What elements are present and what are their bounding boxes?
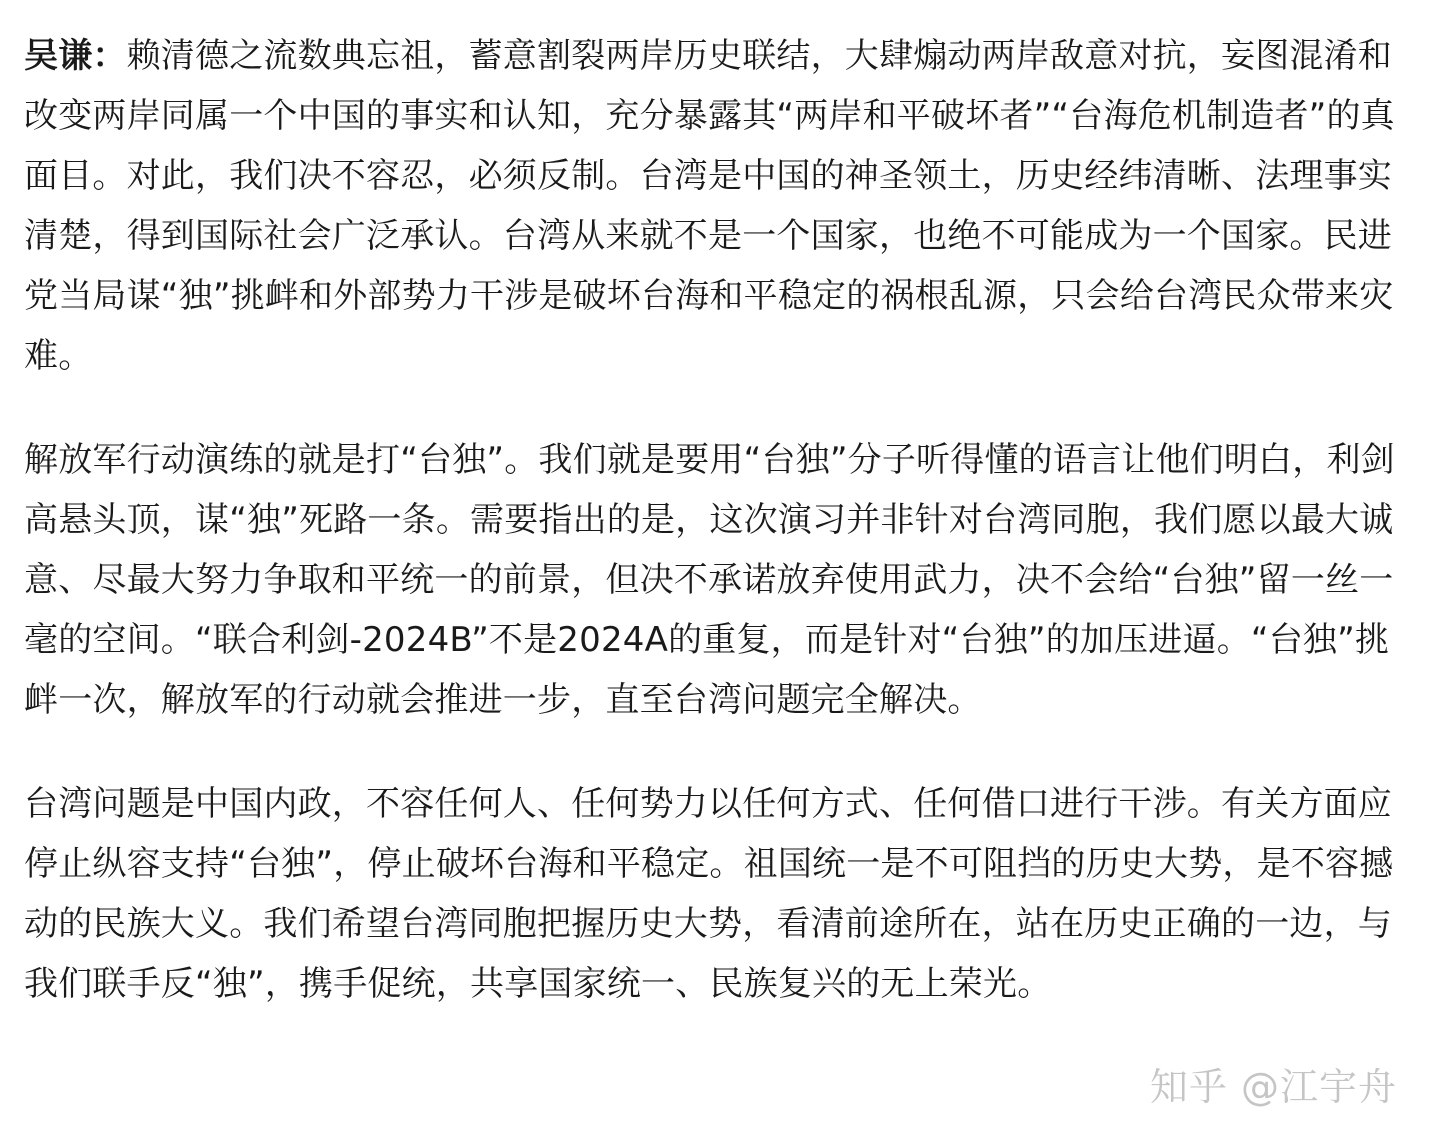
zhihu-watermark: 知乎 @江宇舟 — [1149, 1065, 1397, 1109]
paragraph-3: 台湾问题是中国内政，不容任何人、任何势力以任何方式、任何借口进行干涉。有关方面应停止纵容支持“台独”，停止破坏台海和平稳定。祖国统一是不可阻挡的历史大势，是不容撼动的民族大义。我们希望台湾同胞把握历史大势，看清前途所在，站在历史正确的一边，与我们联手反“独”，携手促统，共享国家统一、民族复兴的无上荣光。 — [24, 784, 1394, 1004]
paragraph-1 — [24, 26, 1399, 386]
paragraph-1-text: 赖清德之流数典忘祖，蓄意割裂两岸历史联结，大肆煽动两岸敌意对抗，妄图混淆和改变两岸同属一个中国的事实和认知，充分暴露其“两岸和平破坏者”“台海危机制造者”的真面目。对此，我们决不容忍，必须反制。台湾是中国的神圣领土，历史经纬清晰、法理事实清楚，得到国际社会广泛承认。台湾从来就不是一个国家，也绝不可能成为一个国家。民进党当局谋“独”挑衅和外部势力干涉是破坏台海和平稳定的祸根乱源，只会给台湾民众带来灾难。 — [24, 36, 1395, 376]
article-body — [24, 26, 1399, 1014]
speaker-name: 吴谦： — [24, 36, 127, 76]
paragraph-2: 解放军行动演练的就是打“台独”。我们就是要用“台独”分子听得懂的语言让他们明白，利剑高悬头顶，谋“独”死路一条。需要指出的是，这次演习并非针对台湾同胞，我们愿以最大诚意、尽最大努力争取和平统一的前景，但决不承诺放弃使用武力，决不会给“台独”留一丝一毫的空间。“联合利剑-2024B”不是2024A的重复，而是针对“台独”的加压进逼。“台独”挑衅一次，解放军的行动就会推进一步，直至台湾问题完全解决。 — [24, 440, 1395, 720]
